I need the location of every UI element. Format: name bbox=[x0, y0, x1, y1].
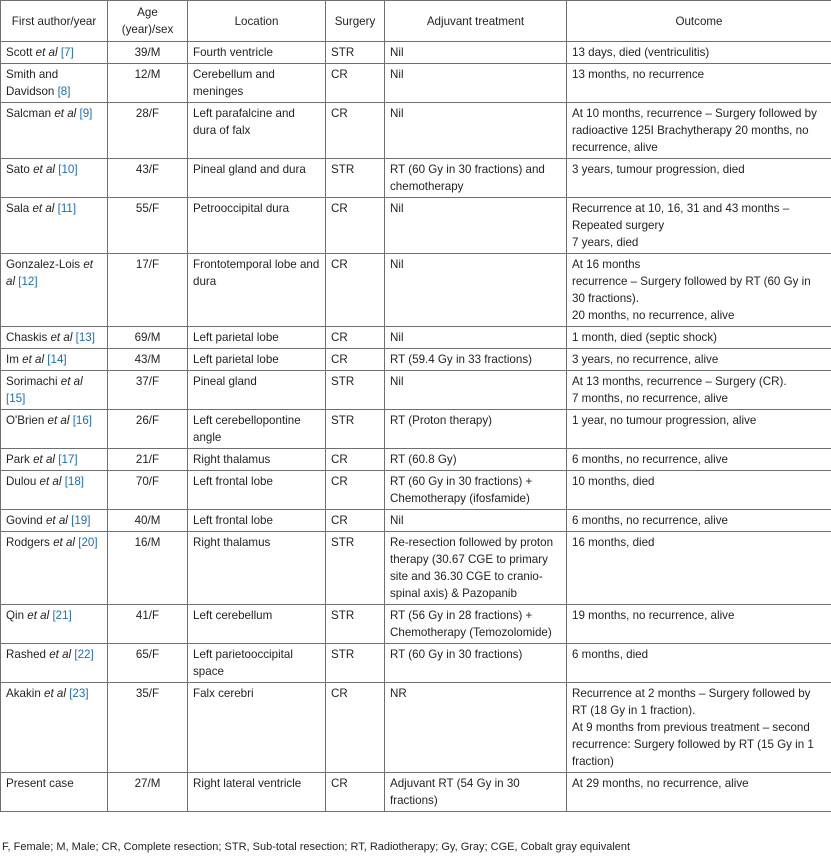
cell-outcome: 6 months, no recurrence, alive bbox=[567, 510, 831, 532]
cell-author bbox=[1, 410, 108, 449]
cell-outcome: 3 years, no recurrence, alive bbox=[567, 349, 831, 371]
cell-outcome: At 29 months, no recurrence, alive bbox=[567, 773, 831, 812]
cell-age-sex: 16/M bbox=[108, 532, 188, 605]
reference-link[interactable]: [10] bbox=[58, 163, 78, 176]
cell-surgery: STR bbox=[326, 605, 385, 644]
cell-age-sex: 43/F bbox=[108, 159, 188, 198]
header-age-sex: Age (year)/sex bbox=[108, 1, 188, 42]
et-al-label: et al bbox=[54, 107, 77, 120]
cell-outcome: 13 months, no recurrence bbox=[567, 64, 831, 103]
table-row bbox=[1, 371, 831, 410]
cell-outcome: At 10 months, recurrence – Surgery followed by radioactive 125I Brachytherapy 20 months, no recurrence, alive bbox=[567, 103, 831, 159]
cell-age-sex: 21/F bbox=[108, 449, 188, 471]
cell-adjuvant-treatment: Nil bbox=[385, 510, 567, 532]
table-row bbox=[1, 42, 831, 64]
cell-author bbox=[1, 471, 108, 510]
cell-surgery: CR bbox=[326, 103, 385, 159]
table-row bbox=[1, 773, 831, 812]
author-name: O'Brien bbox=[6, 414, 45, 427]
table-row bbox=[1, 471, 831, 510]
et-al-label: et al bbox=[6, 258, 94, 288]
table-row bbox=[1, 103, 831, 159]
cell-outcome: 6 months, died bbox=[567, 644, 831, 683]
cell-age-sex: 40/M bbox=[108, 510, 188, 532]
cell-adjuvant-treatment: Nil bbox=[385, 198, 567, 254]
reference-link[interactable]: [14] bbox=[47, 353, 67, 366]
cell-age-sex: 39/M bbox=[108, 42, 188, 64]
reference-link[interactable]: [17] bbox=[58, 453, 78, 466]
cell-author bbox=[1, 349, 108, 371]
cell-outcome: 3 years, tumour progression, died bbox=[567, 159, 831, 198]
author-name: Smith and Davidson bbox=[6, 68, 59, 98]
cell-author bbox=[1, 773, 108, 812]
cell-age-sex: 65/F bbox=[108, 644, 188, 683]
cell-author bbox=[1, 103, 108, 159]
et-al-label: et al bbox=[60, 375, 83, 388]
cell-location: Left parietal lobe bbox=[188, 327, 326, 349]
table-row bbox=[1, 644, 831, 683]
cell-adjuvant-treatment: Adjuvant RT (54 Gy in 30 fractions) bbox=[385, 773, 567, 812]
author-name: Park bbox=[6, 453, 30, 466]
cell-surgery: STR bbox=[326, 410, 385, 449]
cell-age-sex: 27/M bbox=[108, 773, 188, 812]
cell-surgery: STR bbox=[326, 644, 385, 683]
cell-adjuvant-treatment: RT (60 Gy in 30 fractions) and chemotherapy bbox=[385, 159, 567, 198]
cell-outcome: 1 year, no tumour progression, alive bbox=[567, 410, 831, 449]
table-row bbox=[1, 532, 831, 605]
cell-age-sex: 43/M bbox=[108, 349, 188, 371]
cell-adjuvant-treatment: RT (60 Gy in 30 fractions) + Chemotherapy (ifosfamide) bbox=[385, 471, 567, 510]
table-row bbox=[1, 159, 831, 198]
cell-age-sex: 26/F bbox=[108, 410, 188, 449]
cell-adjuvant-treatment: RT (Proton therapy) bbox=[385, 410, 567, 449]
et-al-label: et al bbox=[44, 687, 66, 700]
cell-surgery: STR bbox=[326, 371, 385, 410]
et-al-label: et al bbox=[50, 331, 73, 344]
reference-link[interactable]: [23] bbox=[69, 687, 89, 700]
cell-surgery: CR bbox=[326, 449, 385, 471]
cell-adjuvant-treatment: NR bbox=[385, 683, 567, 773]
table-row bbox=[1, 349, 831, 371]
et-al-label: et al bbox=[49, 648, 72, 661]
cell-age-sex: 35/F bbox=[108, 683, 188, 773]
cell-adjuvant-treatment: Nil bbox=[385, 103, 567, 159]
reference-link[interactable]: [18] bbox=[64, 475, 85, 488]
table-row bbox=[1, 327, 831, 349]
header-adjuvant-treatment: Adjuvant treatment bbox=[385, 1, 567, 42]
cell-adjuvant-treatment: Nil bbox=[385, 327, 567, 349]
author-name: Akakin bbox=[6, 687, 41, 700]
cell-author bbox=[1, 42, 108, 64]
cell-adjuvant-treatment: Nil bbox=[385, 371, 567, 410]
et-al-label: et al bbox=[35, 46, 58, 59]
cell-location: Right lateral ventricle bbox=[188, 773, 326, 812]
cell-age-sex: 28/F bbox=[108, 103, 188, 159]
cell-surgery: CR bbox=[326, 471, 385, 510]
author-name: Rashed bbox=[6, 648, 46, 661]
reference-link[interactable]: [21] bbox=[52, 609, 72, 622]
cell-age-sex: 55/F bbox=[108, 198, 188, 254]
cell-location: Left frontal lobe bbox=[188, 471, 326, 510]
author-name: Gonzalez-Lois bbox=[6, 258, 81, 271]
cell-author bbox=[1, 64, 108, 103]
table-row bbox=[1, 449, 831, 471]
cell-author bbox=[1, 198, 108, 254]
cell-outcome: 13 days, died (ventriculitis) bbox=[567, 42, 831, 64]
reference-link[interactable]: [12] bbox=[18, 275, 38, 288]
table-row bbox=[1, 510, 831, 532]
cell-author bbox=[1, 683, 108, 773]
cell-location: Left cerebellum bbox=[188, 605, 326, 644]
author-name: Govind bbox=[6, 514, 43, 527]
reference-link[interactable]: [19] bbox=[71, 514, 91, 527]
cell-adjuvant-treatment: RT (60 Gy in 30 fractions) bbox=[385, 644, 567, 683]
cell-adjuvant-treatment: Re-resection followed by proton therapy (30.67 CGE to primary site and 36.30 CGE to cranio-spinal axis) & Pazopanib bbox=[385, 532, 567, 605]
cell-location: Left frontal lobe bbox=[188, 510, 326, 532]
table-row bbox=[1, 605, 831, 644]
cell-author bbox=[1, 327, 108, 349]
cell-surgery: CR bbox=[326, 683, 385, 773]
cell-author bbox=[1, 510, 108, 532]
header-outcome: Outcome bbox=[567, 1, 831, 42]
cell-location: Left parietooccipital space bbox=[188, 644, 326, 683]
cell-location: Left parafalcine and dura of falx bbox=[188, 103, 326, 159]
cell-outcome: Recurrence at 2 months – Surgery followed by RT (18 Gy in 1 fraction). At 9 months from previous treatment – second recurrence: Surgery followed by RT (15 Gy in 1 fraction) bbox=[567, 683, 831, 773]
cell-age-sex: 41/F bbox=[108, 605, 188, 644]
cell-location: Fourth ventricle bbox=[188, 42, 326, 64]
cell-location: Frontotemporal lobe and dura bbox=[188, 254, 326, 327]
cell-surgery: CR bbox=[326, 64, 385, 103]
cell-location: Pineal gland and dura bbox=[188, 159, 326, 198]
cell-location: Left parietal lobe bbox=[188, 349, 326, 371]
et-al-label: et al bbox=[33, 163, 56, 176]
cell-location: Falx cerebri bbox=[188, 683, 326, 773]
cell-outcome: At 13 months, recurrence – Surgery (CR). 7 months, no recurrence, alive bbox=[567, 371, 831, 410]
cell-age-sex: 37/F bbox=[108, 371, 188, 410]
author-name: Dulou bbox=[6, 475, 37, 488]
reference-link[interactable]: [8] bbox=[57, 85, 71, 98]
cell-adjuvant-treatment: RT (60.8 Gy) bbox=[385, 449, 567, 471]
cell-adjuvant-treatment: Nil bbox=[385, 254, 567, 327]
author-name: Im bbox=[6, 353, 19, 366]
table-footnote: F, Female; M, Male; CR, Complete resection; STR, Sub-total resection; RT, Radiotherapy; Gy, Gray; CGE, Cobalt gray equivalent bbox=[2, 841, 631, 853]
author-name: Scott bbox=[6, 46, 33, 59]
author-name: Chaskis bbox=[6, 331, 48, 344]
cell-surgery: CR bbox=[326, 349, 385, 371]
reference-link[interactable]: [22] bbox=[74, 648, 94, 661]
cell-age-sex: 17/F bbox=[108, 254, 188, 327]
et-al-label: et al bbox=[53, 536, 75, 549]
et-al-label: et al bbox=[45, 514, 68, 527]
cell-location: Petrooccipital dura bbox=[188, 198, 326, 254]
header-first-author: First author/year bbox=[1, 1, 108, 42]
cell-outcome: 10 months, died bbox=[567, 471, 831, 510]
cell-location: Pineal gland bbox=[188, 371, 326, 410]
cell-outcome: 1 month, died (septic shock) bbox=[567, 327, 831, 349]
header-surgery: Surgery bbox=[326, 1, 385, 42]
reference-link[interactable]: [7] bbox=[60, 46, 74, 59]
cell-author bbox=[1, 159, 108, 198]
cell-location: Cerebellum and meninges bbox=[188, 64, 326, 103]
cell-surgery: CR bbox=[326, 198, 385, 254]
et-al-label: et al bbox=[39, 475, 62, 488]
cell-location: Right thalamus bbox=[188, 532, 326, 605]
reference-link[interactable]: [9] bbox=[79, 107, 93, 120]
cell-adjuvant-treatment: Nil bbox=[385, 42, 567, 64]
et-al-label: et al bbox=[22, 353, 45, 366]
et-al-label: et al bbox=[32, 202, 55, 215]
cell-surgery: CR bbox=[326, 327, 385, 349]
header-location: Location bbox=[188, 1, 326, 42]
cell-age-sex: 69/M bbox=[108, 327, 188, 349]
table-row bbox=[1, 64, 831, 103]
table-row bbox=[1, 410, 831, 449]
et-al-label: et al bbox=[47, 414, 70, 427]
table-header-row bbox=[1, 1, 831, 42]
et-al-label: et al bbox=[33, 453, 55, 466]
reference-link[interactable]: [16] bbox=[72, 414, 93, 427]
cell-author bbox=[1, 532, 108, 605]
cell-surgery: STR bbox=[326, 159, 385, 198]
reference-link[interactable]: [13] bbox=[75, 331, 95, 344]
cell-outcome: 16 months, died bbox=[567, 532, 831, 605]
cell-surgery: CR bbox=[326, 254, 385, 327]
reference-link[interactable]: [15] bbox=[6, 392, 26, 405]
reference-link[interactable]: [20] bbox=[78, 536, 98, 549]
cell-adjuvant-treatment: RT (59.4 Gy in 33 fractions) bbox=[385, 349, 567, 371]
cell-age-sex: 12/M bbox=[108, 64, 188, 103]
cell-author bbox=[1, 605, 108, 644]
cell-author bbox=[1, 644, 108, 683]
cell-surgery: STR bbox=[326, 532, 385, 605]
cell-age-sex: 70/F bbox=[108, 471, 188, 510]
author-name: Sorimachi bbox=[6, 375, 58, 388]
table-row bbox=[1, 254, 831, 327]
reference-link[interactable]: [11] bbox=[57, 202, 77, 215]
et-al-label: et al bbox=[27, 609, 50, 622]
cell-surgery: CR bbox=[326, 510, 385, 532]
table-row bbox=[1, 198, 831, 254]
author-name: Sala bbox=[6, 202, 30, 215]
cell-author bbox=[1, 371, 108, 410]
cell-outcome: Recurrence at 10, 16, 31 and 43 months – Repeated surgery 7 years, died bbox=[567, 198, 831, 254]
author-name: Sato bbox=[6, 163, 30, 176]
author-name: Present case bbox=[6, 777, 74, 790]
cell-author bbox=[1, 254, 108, 327]
cell-outcome: 19 months, no recurrence, alive bbox=[567, 605, 831, 644]
cell-surgery: CR bbox=[326, 773, 385, 812]
cell-adjuvant-treatment: RT (56 Gy in 28 fractions) + Chemotherapy (Temozolomide) bbox=[385, 605, 567, 644]
cell-location: Right thalamus bbox=[188, 449, 326, 471]
cell-author bbox=[1, 449, 108, 471]
table-row bbox=[1, 683, 831, 773]
cell-outcome: 6 months, no recurrence, alive bbox=[567, 449, 831, 471]
author-name: Qin bbox=[6, 609, 25, 622]
cell-surgery: STR bbox=[326, 42, 385, 64]
author-name: Rodgers bbox=[6, 536, 50, 549]
cell-adjuvant-treatment: Nil bbox=[385, 64, 567, 103]
cell-outcome: At 16 months recurrence – Surgery followed by RT (60 Gy in 30 fractions). 20 months, no recurrence, alive bbox=[567, 254, 831, 327]
author-name: Salcman bbox=[6, 107, 52, 120]
cell-location: Left cerebellopontine angle bbox=[188, 410, 326, 449]
